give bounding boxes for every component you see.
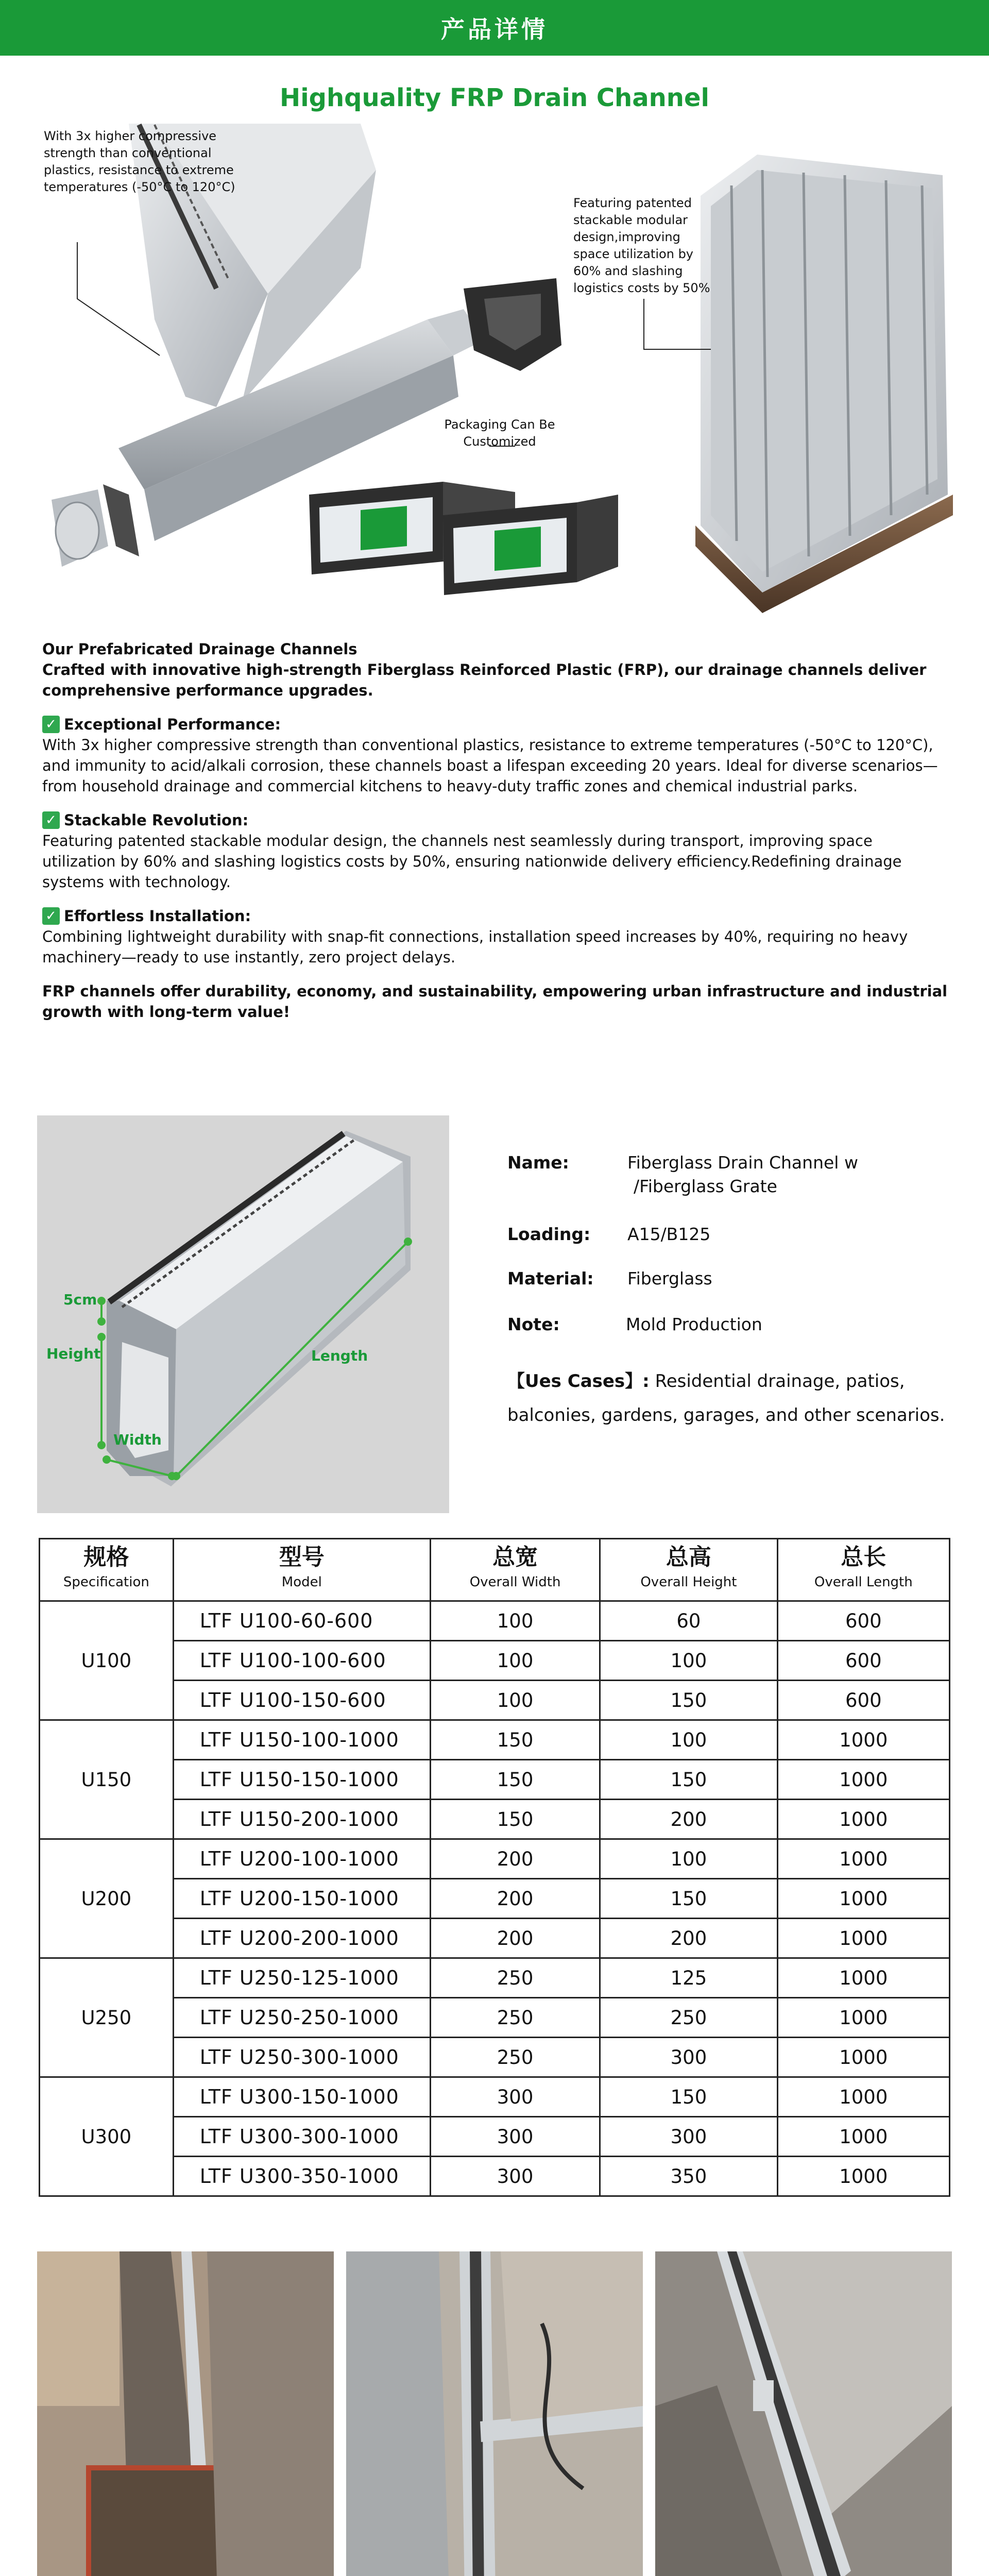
length-cell: 1000 bbox=[777, 1879, 949, 1919]
header-width: 总宽 Overall Width bbox=[430, 1539, 600, 1601]
model-cell: LTF U200-100-1000 bbox=[173, 1839, 430, 1879]
installation-photo bbox=[655, 2251, 952, 2576]
header-spec: 规格 Specification bbox=[40, 1539, 174, 1601]
spec-cell: U200 bbox=[40, 1839, 174, 1958]
width-cell: 150 bbox=[430, 1720, 600, 1760]
table-row bbox=[40, 2117, 950, 2157]
installation-photo bbox=[346, 2251, 643, 2576]
table-row bbox=[40, 1879, 950, 1919]
model-cell: LTF U150-200-1000 bbox=[173, 1800, 430, 1839]
height-cell: 100 bbox=[600, 1720, 777, 1760]
table-row bbox=[40, 1958, 950, 1998]
info-uses: 【Ues Cases】: Residential drainage, patios, balconies, gardens, garages, and other scenarios. bbox=[507, 1371, 945, 1426]
label-width: Width bbox=[113, 1431, 162, 1448]
table-row bbox=[40, 1998, 950, 2038]
feature-title-performance: ✓ Exceptional Performance: bbox=[42, 714, 949, 735]
height-cell: 60 bbox=[600, 1601, 777, 1641]
length-cell: 1000 bbox=[777, 1760, 949, 1800]
length-cell: 600 bbox=[777, 1681, 949, 1720]
table-row bbox=[40, 2077, 950, 2117]
length-cell: 1000 bbox=[777, 2038, 949, 2077]
model-cell: LTF U150-100-1000 bbox=[173, 1720, 430, 1760]
height-cell: 125 bbox=[600, 1958, 777, 1998]
width-cell: 200 bbox=[430, 1879, 600, 1919]
length-cell: 1000 bbox=[777, 1720, 949, 1760]
table-row bbox=[40, 1681, 950, 1720]
table-row bbox=[40, 1760, 950, 1800]
table-row bbox=[40, 1800, 950, 1839]
length-cell: 1000 bbox=[777, 2117, 949, 2157]
width-cell: 250 bbox=[430, 2038, 600, 2077]
width-cell: 150 bbox=[430, 1800, 600, 1839]
check-icon: ✓ bbox=[42, 811, 60, 829]
length-cell: 1000 bbox=[777, 1839, 949, 1879]
banner-title: 产品详情 bbox=[441, 15, 548, 43]
model-cell: LTF U100-60-600 bbox=[173, 1601, 430, 1641]
header-height: 总高 Overall Height bbox=[600, 1539, 777, 1601]
feature-title-installation: ✓ Effortless Installation: bbox=[42, 906, 949, 926]
model-cell: LTF U100-150-600 bbox=[173, 1681, 430, 1720]
spec-cell: U100 bbox=[40, 1601, 174, 1720]
length-cell: 1000 bbox=[777, 1958, 949, 1998]
width-cell: 100 bbox=[430, 1681, 600, 1720]
check-icon: ✓ bbox=[42, 716, 60, 733]
intro-closing: FRP channels offer durability, economy, and sustainability, empowering urban infrastructure and industrial growth with long-term value! bbox=[42, 982, 948, 1021]
product-heading: Highquality FRP Drain Channel bbox=[280, 83, 709, 112]
width-cell: 100 bbox=[430, 1601, 600, 1641]
width-cell: 250 bbox=[430, 1998, 600, 2038]
table-row bbox=[40, 1919, 950, 1958]
model-cell: LTF U200-150-1000 bbox=[173, 1879, 430, 1919]
model-cell: LTF U250-300-1000 bbox=[173, 2038, 430, 2077]
width-cell: 100 bbox=[430, 1641, 600, 1681]
header-length: 总长 Overall Length bbox=[777, 1539, 949, 1601]
feature-text-performance: With 3x higher compressive strength than conventional plastics, resistance to extreme temperatures (-50°C to 120°C), and immunity to acid/alkali corrosion, these channels boast a lifespan exceeding 20 years. Ideal for diverse scenarios—from household drainage and commercial kitchens to heavy-duty traffic zones and chemical industrial parks. bbox=[42, 736, 938, 795]
table-row bbox=[40, 1839, 950, 1879]
width-cell: 200 bbox=[430, 1919, 600, 1958]
model-cell: LTF U100-100-600 bbox=[173, 1641, 430, 1681]
height-cell: 200 bbox=[600, 1919, 777, 1958]
model-cell: LTF U200-200-1000 bbox=[173, 1919, 430, 1958]
model-cell: LTF U300-150-1000 bbox=[173, 2077, 430, 2117]
height-cell: 150 bbox=[600, 1681, 777, 1720]
callout-strength: With 3x higher compressive strength than conventional plastics, resistance to extreme temperatures (-50°C to 120°C) bbox=[44, 129, 235, 194]
packaging-boxes bbox=[309, 482, 618, 595]
callout-packaging: Packaging Can Be Customized bbox=[444, 417, 555, 449]
height-cell: 100 bbox=[600, 1641, 777, 1681]
spec-cell: U250 bbox=[40, 1958, 174, 2077]
length-cell: 1000 bbox=[777, 1998, 949, 2038]
table-row bbox=[40, 2038, 950, 2077]
width-cell: 300 bbox=[430, 2117, 600, 2157]
channel-end-piece bbox=[464, 278, 561, 371]
height-cell: 350 bbox=[600, 2157, 777, 2196]
label-length: Length bbox=[311, 1347, 368, 1364]
width-cell: 150 bbox=[430, 1760, 600, 1800]
label-5cm: 5cm bbox=[63, 1291, 97, 1308]
length-cell: 1000 bbox=[777, 1800, 949, 1839]
callout-stackable: Featuring patented stackable modular design,improving space utilization by 60% and slashing logistics costs by 50% bbox=[573, 196, 710, 295]
table-header-row bbox=[40, 1539, 950, 1601]
height-cell: 150 bbox=[600, 2077, 777, 2117]
table-row bbox=[40, 1641, 950, 1681]
height-cell: 250 bbox=[600, 1998, 777, 2038]
width-cell: 300 bbox=[430, 2077, 600, 2117]
height-cell: 200 bbox=[600, 1800, 777, 1839]
table-row bbox=[40, 1601, 950, 1641]
hero-illustration bbox=[0, 0, 989, 618]
length-cell: 600 bbox=[777, 1641, 949, 1681]
width-cell: 250 bbox=[430, 1958, 600, 1998]
height-cell: 300 bbox=[600, 2117, 777, 2157]
check-icon: ✓ bbox=[42, 907, 60, 925]
length-cell: 600 bbox=[777, 1601, 949, 1641]
intro-title: Our Prefabricated Drainage Channels bbox=[42, 640, 357, 658]
length-cell: 1000 bbox=[777, 2157, 949, 2196]
spec-table bbox=[39, 1538, 950, 2197]
spec-cell: U150 bbox=[40, 1720, 174, 1839]
installation-photo bbox=[37, 2251, 334, 2576]
width-cell: 300 bbox=[430, 2157, 600, 2196]
height-cell: 300 bbox=[600, 2038, 777, 2077]
header-model: 型号 Model bbox=[173, 1539, 430, 1601]
model-cell: LTF U250-250-1000 bbox=[173, 1998, 430, 2038]
model-cell: LTF U250-125-1000 bbox=[173, 1958, 430, 1998]
spec-cell: U300 bbox=[40, 2077, 174, 2196]
height-cell: 150 bbox=[600, 1760, 777, 1800]
model-cell: LTF U300-300-1000 bbox=[173, 2117, 430, 2157]
table-row bbox=[40, 1720, 950, 1760]
feature-text-installation: Combining lightweight durability with snap-fit connections, installation speed increases by 40%, requiring no heavy machinery—ready to use instantly, zero project delays. bbox=[42, 928, 908, 966]
intro-lead: Crafted with innovative high-strength Fiberglass Reinforced Plastic (FRP), our drainage channels deliver comprehensive performance upgrades. bbox=[42, 661, 927, 699]
length-cell: 1000 bbox=[777, 1919, 949, 1958]
intro-section bbox=[42, 639, 949, 1022]
table-row bbox=[40, 2157, 950, 2196]
model-cell: LTF U300-350-1000 bbox=[173, 2157, 430, 2196]
length-cell: 1000 bbox=[777, 2077, 949, 2117]
end-caps bbox=[52, 484, 139, 567]
dimension-diagram bbox=[37, 1115, 449, 1513]
feature-text-stackable: Featuring patented stackable modular design, the channels nest seamlessly during transport, improving space utilization by 60% and slashing logistics costs by 50%, ensuring nationwide delivery efficiency.Redefining drainage systems with technology. bbox=[42, 832, 902, 891]
width-cell: 200 bbox=[430, 1839, 600, 1879]
stacked-pallet bbox=[695, 155, 953, 613]
model-cell: LTF U150-150-1000 bbox=[173, 1760, 430, 1800]
feature-title-stackable: ✓ Stackable Revolution: bbox=[42, 810, 949, 831]
height-cell: 100 bbox=[600, 1839, 777, 1879]
label-height: Height bbox=[46, 1345, 101, 1362]
height-cell: 150 bbox=[600, 1879, 777, 1919]
